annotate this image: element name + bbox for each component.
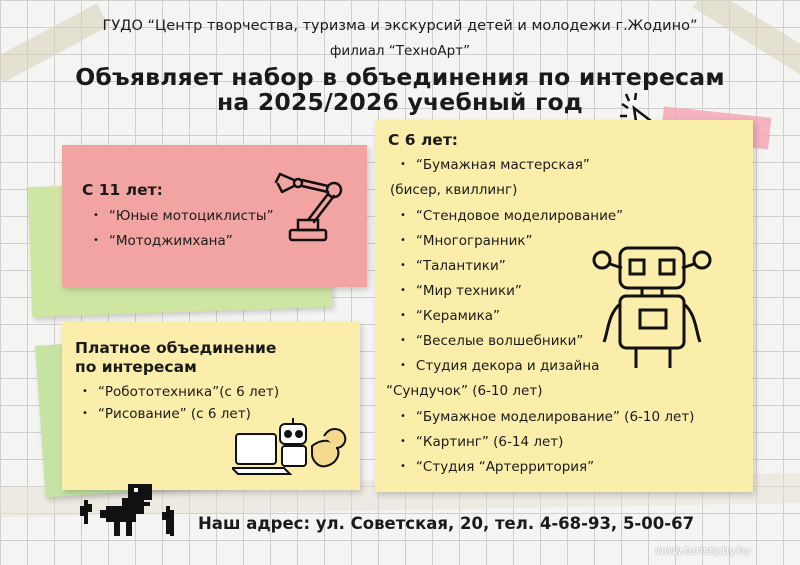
organization-title: ГУДО “Центр творчества, туризма и экскурсий детей и молодежи г.Жодино” bbox=[102, 18, 698, 34]
laptop-robot-icon bbox=[232, 416, 352, 478]
cactus-icon bbox=[170, 510, 174, 536]
list-item: • Студия декора и дизайна bbox=[400, 358, 600, 374]
list-item: • “Веселые волшебники” bbox=[400, 333, 584, 349]
robot-arm-icon bbox=[270, 168, 355, 248]
address: Наш адрес: ул. Советская, 20, тел. 4-68-93, 5-00-67 bbox=[198, 514, 695, 533]
list-item: • “Многогранник” bbox=[400, 233, 533, 249]
list-item: • “Бумажная мастерская” bbox=[400, 157, 590, 173]
paid-heading-line-1: Платное объединение bbox=[75, 339, 277, 357]
list-item: • “Робототехника”(с 6 лет) bbox=[82, 384, 280, 400]
watermark: www.turisty.by.by bbox=[655, 544, 751, 557]
branch-title: филиал “ТехноАрт” bbox=[329, 43, 471, 59]
dino-icon bbox=[78, 480, 182, 542]
paid-heading-line-2: по интересам bbox=[75, 358, 197, 376]
announcement-line-1: Объявляет набор в объединения по интересам bbox=[75, 63, 725, 91]
robot-icon bbox=[590, 240, 715, 375]
list-item: • “Бумажное моделирование” (6-10 лет) bbox=[400, 409, 695, 425]
group-6-heading: С 6 лет: bbox=[388, 131, 458, 149]
list-item: • “Юные мотоциклисты” bbox=[93, 208, 274, 224]
list-item: “Сундучок” (6-10 лет) bbox=[386, 383, 543, 399]
list-item: • “Мир техники” bbox=[400, 283, 522, 299]
list-item: • “Мотоджимхана” bbox=[93, 233, 233, 249]
list-item: (бисер, квиллинг) bbox=[390, 182, 518, 198]
list-item: • “Картинг” (6-14 лет) bbox=[400, 434, 564, 450]
group-11-heading: С 11 лет: bbox=[82, 181, 163, 199]
list-item: • “Рисование” (с 6 лет) bbox=[82, 406, 251, 422]
list-item: • “Керамика” bbox=[400, 308, 501, 324]
list-item: • “Стендовое моделирование” bbox=[400, 208, 624, 224]
announcement-line-2: на 2025/2026 учебный год bbox=[217, 88, 583, 116]
list-item: • “Талантики” bbox=[400, 258, 506, 274]
list-item: • “Студия “Артерритория” bbox=[400, 459, 595, 475]
